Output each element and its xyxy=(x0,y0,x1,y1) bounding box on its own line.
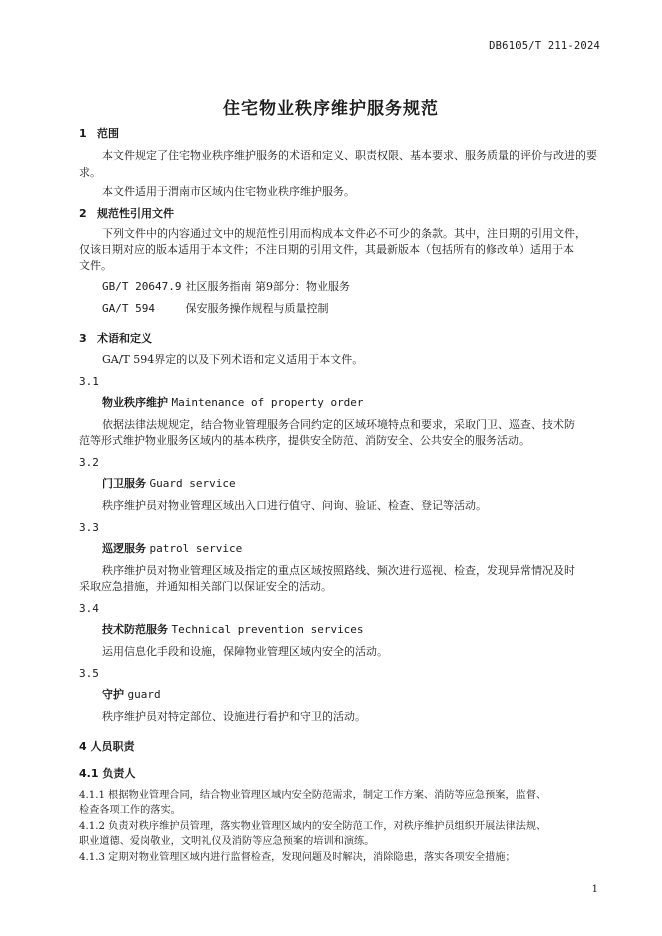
subsection-heading: 4.1 负责人 xyxy=(79,767,136,780)
section-3-heading xyxy=(79,332,152,346)
term-zh: 巡逻服务 xyxy=(102,542,146,555)
reference-title: 社区服务指南 第9部分：物业服务 xyxy=(185,280,350,293)
reference-entry xyxy=(102,280,350,294)
section-title: 范围 xyxy=(97,127,119,140)
reference-entry xyxy=(102,302,329,316)
section-4-heading: 4 人员职责 xyxy=(79,740,135,753)
page-number: 1 xyxy=(591,884,598,895)
definition-line: 范等形式维护物业服务区域内的基本秩序，提供安全防范、消防安全、公共安全的服务活动。 xyxy=(79,434,530,447)
term-number: 3.3 xyxy=(79,521,99,534)
term-zh: 技术防范服务 xyxy=(102,623,168,636)
paragraph-line: 求。 xyxy=(79,166,101,179)
term-heading xyxy=(102,688,161,702)
section-title: 术语和定义 xyxy=(97,332,152,345)
term-en: Maintenance of property order xyxy=(171,396,364,409)
term-heading xyxy=(102,477,236,491)
reference-code: GB/T 20647.9 xyxy=(102,280,182,293)
section-number: 2 xyxy=(79,207,87,220)
clause-line: 职业道德、爱岗敬业，文明礼仪及消防等应急预案的培训和演练。 xyxy=(79,836,375,847)
section-2-heading xyxy=(79,207,174,221)
reference-title: 保安服务操作规程与质量控制 xyxy=(185,302,329,315)
term-en: patrol service xyxy=(149,542,243,555)
definition-line: 秩序维护员对特定部位、设施进行看护和守卫的活动。 xyxy=(102,710,366,723)
paragraph-line: 本文件适用于渭南市区域内住宅物业秩序维护服务。 xyxy=(102,185,355,198)
term-number: 3.5 xyxy=(79,667,99,680)
term-en: Guard service xyxy=(149,477,236,490)
paragraph-line: GA/T 594界定的以及下列术语和定义适用于本文件。 xyxy=(102,353,364,366)
term-zh: 门卫服务 xyxy=(102,477,146,490)
reference-code: GA/T 594 xyxy=(102,302,155,315)
definition-line: 采取应急措施，并通知相关部门以保证安全的活动。 xyxy=(79,580,332,593)
definition-line: 依据法律法规规定，结合物业管理服务合同约定的区域环境特点和要求，采取门卫、巡查、技术防 xyxy=(102,418,575,431)
definition-line: 秩序维护员对物业管理区域及指定的重点区域按照路线、频次进行巡视、检查，发现异常情况及时 xyxy=(102,564,575,577)
term-zh: 物业秩序维护 xyxy=(102,396,168,409)
paragraph-line: 本文件规定了住宅物业秩序维护服务的术语和定义、职责权限、基本要求、服务质量的评价与改进的要 xyxy=(102,149,597,162)
clause-line: 4.1.1 根据物业管理合同，结合物业管理区域内安全防范需求，制定工作方案、消防等应急预案，监督、 xyxy=(79,790,547,801)
section-1-heading xyxy=(79,127,119,141)
paragraph-line: 下列文件中的内容通过文中的规范性引用而构成本文件必不可少的条款。其中，注日期的引用文件， xyxy=(102,227,586,240)
term-zh: 守护 xyxy=(102,688,124,701)
term-en: Technical prevention services xyxy=(171,623,364,636)
definition-line: 秩序维护员对物业管理区域出入口进行值守、问询、验证、检查、登记等活动。 xyxy=(102,499,487,512)
section-title: 规范性引用文件 xyxy=(97,207,174,220)
section-number: 3 xyxy=(79,332,87,345)
term-number: 3.2 xyxy=(79,456,99,469)
term-number: 3.1 xyxy=(79,375,99,388)
document-title: 住宅物业秩序维护服务规范 xyxy=(223,99,439,119)
clause-line: 4.1.2 负责对秩序维护员管理，落实物业管理区域内的安全防范工作，对秩序维护员组织开展法律法规、 xyxy=(79,821,547,832)
term-heading xyxy=(102,396,364,410)
term-heading xyxy=(102,542,242,556)
paragraph-line: 文件。 xyxy=(79,259,112,272)
clause-line: 4.1.3 定期对物业管理区域内进行监督检查，发现问题及时解决，消除隐患，落实各项安全措施； xyxy=(79,852,516,863)
definition-line: 运用信息化手段和设施，保障物业管理区域内安全的活动。 xyxy=(102,645,388,658)
clause-line: 检查各项工作的落实。 xyxy=(79,805,181,816)
paragraph-line: 仅该日期对应的版本适用于本文件；不注日期的引用文件，其最新版本（包括所有的修改单）适用于本 xyxy=(79,243,574,256)
document-code: DB6105/T 211-2024 xyxy=(489,40,600,52)
term-number: 3.4 xyxy=(79,602,99,615)
term-en: guard xyxy=(127,688,161,701)
term-heading xyxy=(102,623,364,637)
section-number: 1 xyxy=(79,127,87,140)
